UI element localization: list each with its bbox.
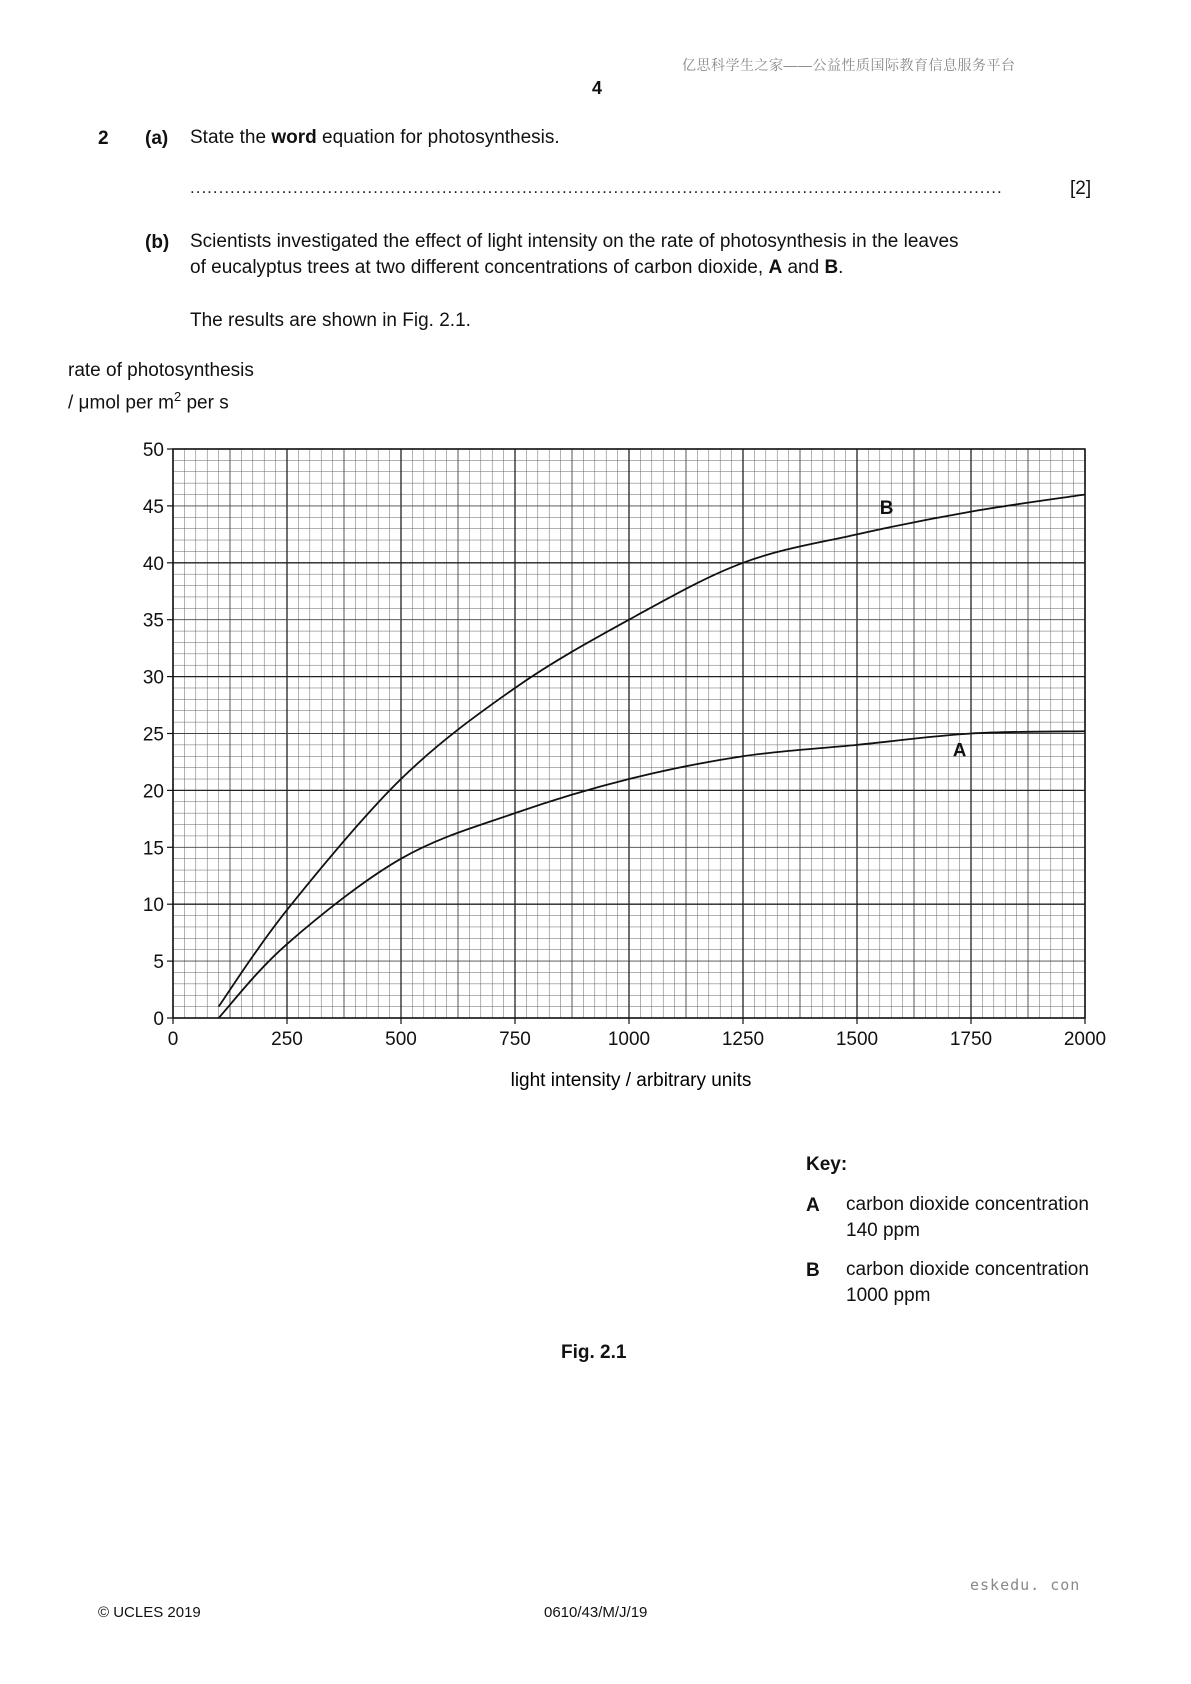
x-tick-label: 2000 [1063, 1029, 1107, 1050]
x-tick-label: 500 [385, 1029, 417, 1050]
part-a-text-pre: State the [190, 127, 272, 148]
footer-copyright: © UCLES 2019 [98, 1604, 201, 1621]
part-b-line2-pre: of eucalyptus trees at two different concentrations of carbon dioxide, [190, 257, 769, 278]
y-tick-label: 35 [142, 610, 164, 632]
y-tick-label: 0 [153, 1009, 164, 1030]
footer-code: 0610/43/M/J/19 [544, 1604, 648, 1621]
x-tick-label: 1750 [949, 1029, 993, 1050]
y-tick-label: 20 [142, 781, 164, 803]
y-tick-label: 30 [142, 667, 164, 689]
x-tick-label: 0 [167, 1029, 179, 1050]
x-tick-label: 1250 [721, 1029, 765, 1050]
key-item-b-letter: B [806, 1260, 820, 1281]
page-number: 4 [592, 78, 603, 98]
answer-line[interactable]: .............................................................................................................................................. [190, 178, 1003, 197]
y-tick-label: 45 [142, 496, 164, 518]
series-label-b: B [879, 497, 894, 519]
part-b-end: . [838, 257, 844, 278]
part-b-A: A [768, 257, 783, 278]
y-axis-unit-pre: / μmol per m [68, 392, 174, 414]
y-tick-label: 15 [142, 838, 164, 860]
y-axis-unit-post: per s [181, 392, 229, 414]
part-b-line1: Scientists investigated the effect of light intensity on the rate of photosynthesis in the leaves [190, 231, 959, 252]
watermark-bottom: eskedu. con [970, 1576, 1081, 1594]
part-b-and: and [782, 257, 825, 278]
x-tick-label: 250 [271, 1029, 303, 1050]
part-a-text-post: equation for photosynthesis. [316, 127, 560, 148]
y-axis-unit-sup: 2 [173, 389, 182, 404]
key-item-a-line2: 140 ppm [846, 1220, 920, 1241]
part-b-label: (b) [145, 232, 170, 253]
y-tick-label: 25 [142, 724, 164, 746]
key-title: Key: [806, 1154, 848, 1175]
y-axis-label-line1: rate of photosynthesis [68, 360, 254, 381]
x-tick-label: 750 [499, 1029, 531, 1050]
results-text: The results are shown in Fig. 2.1. [190, 310, 471, 331]
x-tick-label: 1000 [607, 1029, 651, 1050]
question-number: 2 [98, 128, 109, 149]
axis-ticks [167, 449, 1085, 1024]
figure-caption: Fig. 2.1 [561, 1342, 627, 1363]
y-tick-label: 10 [142, 895, 164, 917]
x-tick-label: 1500 [835, 1029, 879, 1050]
key-item-a-letter: A [806, 1195, 820, 1216]
key-item-b-line1: carbon dioxide concentration [846, 1259, 1089, 1280]
y-tick-label: 40 [142, 553, 164, 575]
key-item-b-line2: 1000 ppm [846, 1285, 931, 1306]
part-a-text-bold: word [271, 127, 317, 148]
marks-allocation: [2] [1070, 178, 1092, 199]
y-tick-label: 50 [142, 440, 164, 461]
series-label-a: A [952, 740, 967, 762]
part-b-B: B [824, 257, 839, 278]
key-item-a-text [846, 1192, 1089, 1244]
y-tick-label: 5 [153, 952, 164, 974]
watermark-top: 亿思科学生之家——公益性质国际教育信息服务平台 [682, 57, 1016, 73]
part-a-label: (a) [145, 128, 169, 149]
key-item-a-line1: carbon dioxide concentration [846, 1194, 1089, 1215]
key-item-b-text [846, 1257, 1089, 1309]
x-axis-label: light intensity / arbitrary units [510, 1070, 752, 1091]
